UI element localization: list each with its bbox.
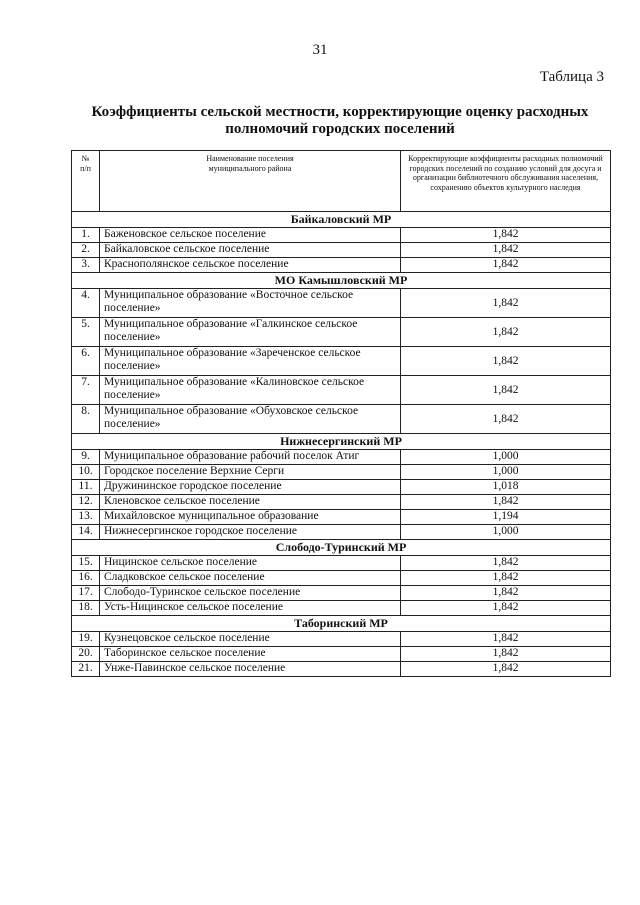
title-line-1: Коэффициенты сельской местности, корректирующие оценку расходных — [91, 104, 589, 120]
table-row — [72, 647, 611, 662]
table-row — [72, 258, 611, 273]
table-row — [72, 405, 611, 434]
document-title — [60, 104, 620, 138]
coefficient-value: 1,842 — [401, 318, 611, 347]
group-title: МО Камышловский МР — [72, 273, 611, 289]
group-title: Байкаловский МР — [72, 212, 611, 228]
coefficient-value: 1,842 — [401, 376, 611, 405]
table-row — [72, 586, 611, 601]
table-row — [72, 289, 611, 318]
coefficient-value: 1,842 — [401, 495, 611, 510]
row-number: 18. — [72, 601, 100, 616]
row-number: 12. — [72, 495, 100, 510]
row-number: 19. — [72, 632, 100, 647]
coefficient-value: 1,000 — [401, 525, 611, 540]
table-row — [72, 243, 611, 258]
settlement-name: Сладковское сельское поселение — [100, 571, 401, 586]
row-number: 10. — [72, 465, 100, 480]
row-number: 16. — [72, 571, 100, 586]
group-row — [72, 616, 611, 632]
settlement-name: Муниципальное образование рабочий поселок Атиг — [100, 450, 401, 465]
row-number: 20. — [72, 647, 100, 662]
settlement-name: Муниципальное образование «Восточное сельское поселение» — [100, 289, 401, 318]
table-row — [72, 465, 611, 480]
settlement-name: Михайловское муниципальное образование — [100, 510, 401, 525]
table-row — [72, 450, 611, 465]
row-number: 5. — [72, 318, 100, 347]
group-row — [72, 273, 611, 289]
group-title: Нижнесергинский МР — [72, 434, 611, 450]
row-number: 7. — [72, 376, 100, 405]
header-coef: Корректирующие коэффициенты расходных полномочий городских поселений по созданию условий для досуга и организации библиотечного обслуживания населения, сохранению объектов культурного наследия — [401, 151, 611, 212]
table-row — [72, 228, 611, 243]
table-row — [72, 601, 611, 616]
row-number: 3. — [72, 258, 100, 273]
table-row — [72, 480, 611, 495]
page-number: 31 — [312, 42, 328, 58]
settlement-name: Унже-Павинское сельское поселение — [100, 662, 401, 677]
group-title: Слободо-Туринский МР — [72, 540, 611, 556]
table-row — [72, 510, 611, 525]
settlement-name: Байкаловское сельское поселение — [100, 243, 401, 258]
coefficient-value: 1,194 — [401, 510, 611, 525]
table-row — [72, 318, 611, 347]
coefficient-value: 1,018 — [401, 480, 611, 495]
coefficient-value: 1,842 — [401, 662, 611, 677]
table-row — [72, 376, 611, 405]
group-row — [72, 434, 611, 450]
settlement-name: Муниципальное образование «Зареченское сельское поселение» — [100, 347, 401, 376]
row-number: 2. — [72, 243, 100, 258]
settlement-name: Таборинское сельское поселение — [100, 647, 401, 662]
group-title: Таборинский МР — [72, 616, 611, 632]
table-row — [72, 556, 611, 571]
coefficient-value: 1,842 — [401, 647, 611, 662]
settlement-name: Ницинское сельское поселение — [100, 556, 401, 571]
coefficient-value: 1,842 — [401, 632, 611, 647]
settlement-name: Муниципальное образование «Калиновское сельское поселение» — [100, 376, 401, 405]
settlement-name: Краснополянское сельское поселение — [100, 258, 401, 273]
settlement-name: Дружининское городское поселение — [100, 480, 401, 495]
table-row — [72, 525, 611, 540]
table-row — [72, 495, 611, 510]
coefficient-value: 1,842 — [401, 571, 611, 586]
settlement-name: Кленовское сельское поселение — [100, 495, 401, 510]
coefficient-value: 1,842 — [401, 289, 611, 318]
coefficient-value: 1,000 — [401, 465, 611, 480]
header-num: № п/п — [72, 151, 100, 212]
settlement-name: Городское поселение Верхние Серги — [100, 465, 401, 480]
coefficient-value: 1,842 — [401, 228, 611, 243]
table-row — [72, 632, 611, 647]
coefficient-value: 1,842 — [401, 586, 611, 601]
settlement-name: Муниципальное образование «Галкинское сельское поселение» — [100, 318, 401, 347]
coefficient-value: 1,842 — [401, 347, 611, 376]
row-number: 6. — [72, 347, 100, 376]
coefficient-value: 1,000 — [401, 450, 611, 465]
table-body — [72, 212, 611, 677]
group-row — [72, 540, 611, 556]
row-number: 21. — [72, 662, 100, 677]
row-number: 11. — [72, 480, 100, 495]
table-header-row — [72, 151, 611, 212]
settlement-name: Нижнесергинское городское поселение — [100, 525, 401, 540]
settlement-name: Слободо-Туринское сельское поселение — [100, 586, 401, 601]
row-number: 4. — [72, 289, 100, 318]
group-row — [72, 212, 611, 228]
row-number: 13. — [72, 510, 100, 525]
row-number: 15. — [72, 556, 100, 571]
table-caption: Таблица 3 — [539, 69, 604, 85]
coefficient-value: 1,842 — [401, 258, 611, 273]
coefficient-value: 1,842 — [401, 243, 611, 258]
settlement-name: Муниципальное образование «Обуховское сельское поселение» — [100, 405, 401, 434]
title-line-2: полномочий городских поселений — [225, 121, 455, 137]
coefficient-value: 1,842 — [401, 556, 611, 571]
row-number: 8. — [72, 405, 100, 434]
table-row — [72, 571, 611, 586]
settlement-name: Кузнецовское сельское поселение — [100, 632, 401, 647]
row-number: 1. — [72, 228, 100, 243]
coefficient-value: 1,842 — [401, 601, 611, 616]
settlement-name: Баженовское сельское поселение — [100, 228, 401, 243]
row-number: 17. — [72, 586, 100, 601]
row-number: 9. — [72, 450, 100, 465]
coefficient-value: 1,842 — [401, 405, 611, 434]
table-row — [72, 347, 611, 376]
table-row — [72, 662, 611, 677]
header-name: Наименование поселения муниципального района — [100, 151, 401, 212]
row-number: 14. — [72, 525, 100, 540]
settlement-name: Усть-Ницинское сельское поселение — [100, 601, 401, 616]
coefficients-table — [71, 150, 611, 677]
